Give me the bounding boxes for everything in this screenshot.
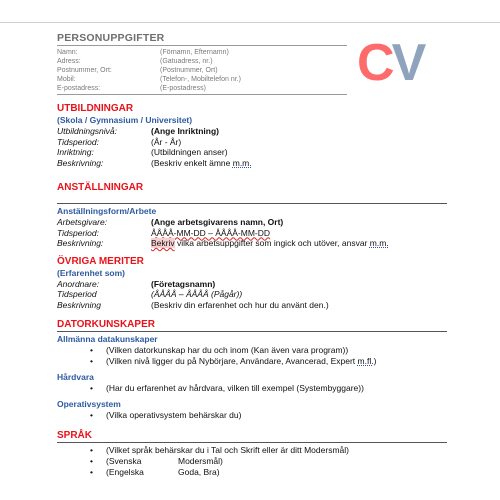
language-level: Goda, Bra) xyxy=(178,467,220,477)
personal-label: E-postadress: xyxy=(57,85,101,92)
cv-logo-v: V xyxy=(391,34,424,92)
os-subheading: Operativsystem xyxy=(57,399,121,409)
employment-section xyxy=(57,182,447,249)
employment-label: Tidsperiod: xyxy=(57,227,99,238)
page-top-border xyxy=(0,22,500,23)
languages-rule xyxy=(57,442,447,443)
merits-value: (Beskriv din erfarenhet och hur du använt den.) xyxy=(151,299,329,310)
languages-section xyxy=(57,430,447,478)
personal-heading: PERSONUPPGIFTER xyxy=(57,32,165,44)
education-row xyxy=(57,126,447,137)
bullet-icon: • xyxy=(90,345,93,355)
list-item xyxy=(57,467,447,478)
cv-document xyxy=(57,32,447,478)
list-item-text: (Vilka operativsystem behärskar du) xyxy=(106,410,242,420)
education-value xyxy=(151,158,447,169)
employment-desc-text: vilka arbetsuppgifter som ingick och utöver, ansvar xyxy=(174,238,370,248)
education-desc-text: (Beskriv enkelt ämne xyxy=(151,157,233,168)
personal-value: (Gatuadress, nr.) xyxy=(160,58,213,65)
education-heading: UTBILDNINGAR xyxy=(57,103,134,114)
education-desc-tail: m.m. xyxy=(232,157,252,168)
bullet-icon: • xyxy=(90,383,93,393)
merits-row xyxy=(57,300,447,311)
education-row xyxy=(57,147,447,158)
list-item xyxy=(57,383,447,394)
merits-section xyxy=(57,256,447,311)
languages-heading: SPRÅK xyxy=(57,430,93,441)
personal-value: (Förnamn, Efternamn) xyxy=(160,49,229,56)
education-section xyxy=(57,103,447,168)
employment-value: (Ange arbetsgivarens namn, Ort) xyxy=(151,217,284,227)
list-item-text-main: (Vilken nivå ligger du på Nybörjare, Användare, Avancerad, Expert xyxy=(106,356,358,366)
language-level: Modersmål) xyxy=(178,456,223,466)
list-item-text: (Vilken datorkunskap har du och inom (Kan även vara program)) xyxy=(106,345,349,355)
education-row xyxy=(57,158,447,169)
employment-heading: ANSTÄLLNINGAR xyxy=(57,182,144,193)
employment-row xyxy=(57,228,447,239)
general-subheading: Allmänna datakunskaper xyxy=(57,334,158,344)
language-name: (Engelska xyxy=(106,467,144,477)
employment-value xyxy=(151,238,447,249)
employment-row xyxy=(57,217,447,228)
education-subheading: (Skola / Gymnasium / Universitet) xyxy=(57,115,193,125)
personal-label: Mobil: xyxy=(57,76,76,83)
employment-label: Beskrivning: xyxy=(57,238,104,248)
bullet-icon: • xyxy=(90,356,93,366)
merits-label: Anordnare: xyxy=(57,278,100,289)
employment-desc-tail: m.m. xyxy=(369,238,389,248)
merits-label: Tidsperiod xyxy=(57,289,97,299)
education-row xyxy=(57,137,447,148)
personal-rule xyxy=(57,45,347,46)
employment-desc-highlight: Bekriv xyxy=(151,238,175,248)
computer-heading: DATORKUNSKAPER xyxy=(57,319,155,330)
merits-label: Beskrivning xyxy=(57,299,101,310)
bullet-icon: • xyxy=(90,410,93,420)
list-item-text-tail: m.fl. xyxy=(357,356,374,366)
employment-subheading: Anställningsform/Arbete xyxy=(57,206,157,216)
cv-logo-c: C xyxy=(357,34,392,92)
education-label: Beskrivning: xyxy=(57,157,104,168)
personal-value: (E-postadress) xyxy=(160,85,206,92)
computer-rule xyxy=(57,331,447,332)
cv-logo xyxy=(357,33,423,93)
employment-label: Arbetsgivare: xyxy=(57,217,108,227)
employment-row xyxy=(57,238,447,249)
personal-value: (Postnummer, Ort) xyxy=(160,67,218,74)
personal-label: Adress: xyxy=(57,58,81,65)
list-item xyxy=(57,356,447,367)
education-value: (Utbildningen anser) xyxy=(151,147,228,157)
merits-heading: ÖVRIGA MERITER xyxy=(57,255,144,267)
education-value: (Ange Inriktning) xyxy=(151,126,219,136)
personal-bottom-rule xyxy=(57,94,347,95)
employment-rule xyxy=(57,203,447,204)
personal-label: Postnummer, Ort: xyxy=(57,67,112,74)
list-item xyxy=(57,345,447,356)
merits-value: (Företagsnamn) xyxy=(151,278,216,289)
education-label: Utbildningsnivå: xyxy=(57,126,118,136)
employment-value: ÅÅÅÅ-MM-DD – ÅÅÅÅ-MM-DD xyxy=(151,227,271,238)
list-item xyxy=(57,445,447,456)
education-label: Inriktning: xyxy=(57,147,94,157)
computer-section xyxy=(57,319,447,421)
merits-row xyxy=(57,289,447,300)
list-item-text: (Vilket språk behärskar du i Tal och Skrift eller är ditt Modersmål) xyxy=(106,445,349,455)
list-item xyxy=(57,456,447,467)
list-item-text xyxy=(106,356,376,367)
education-value: (År - År) xyxy=(151,136,182,147)
merits-subheading: (Erfarenhet som) xyxy=(57,267,126,278)
education-label: Tidsperiod: xyxy=(57,136,99,147)
personal-value: (Telefon-, Mobiltelefon nr.) xyxy=(160,76,241,83)
list-item-text-end: ) xyxy=(373,356,377,366)
merits-value: (ÅÅÅÅ – ÅÅÅÅ (Pågår)) xyxy=(151,289,243,299)
bullet-icon: • xyxy=(90,467,93,477)
list-item-text: (Har du erfarenhet av hårdvara, vilken till exempel (Systembyggare)) xyxy=(106,383,364,393)
bullet-icon: • xyxy=(90,456,93,466)
list-item xyxy=(57,410,447,421)
language-name: (Svenska xyxy=(106,456,142,466)
personal-label: Namn: xyxy=(57,49,78,56)
merits-row xyxy=(57,279,447,290)
bullet-icon: • xyxy=(90,445,93,455)
hardware-subheading: Hårdvara xyxy=(57,372,94,382)
